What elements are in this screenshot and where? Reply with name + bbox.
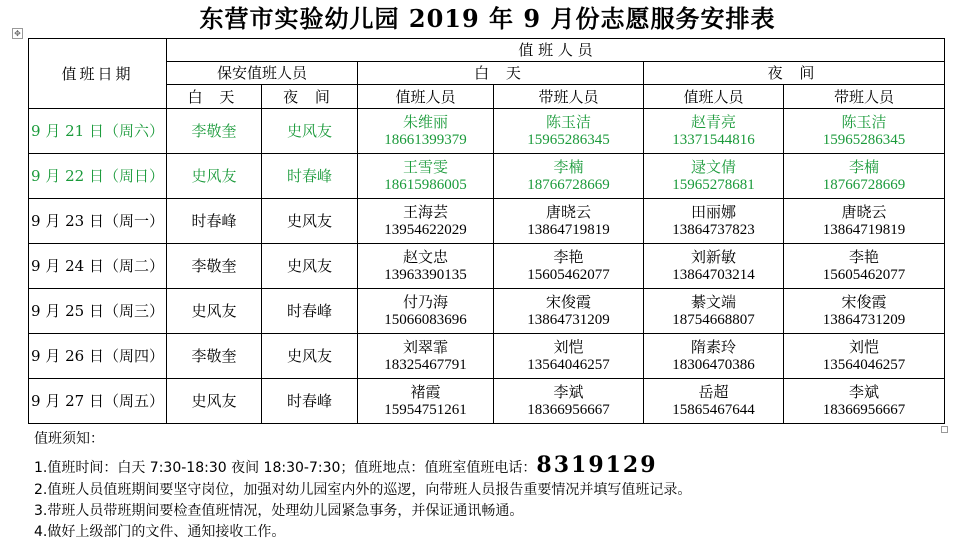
person-phone: 13864731209 [822,312,906,328]
table-row [29,154,945,199]
row-security-day: 时春峰 [167,199,262,244]
person-name: 綦文端 [690,293,736,311]
row-date: 9 月 22 日（周日） [29,154,167,199]
person-phone: 13564046257 [822,357,906,373]
header-security-group: 保安值班人员 [167,62,358,85]
row-day-duty [358,199,494,244]
header-security-night: 夜 间 [262,85,358,109]
person-name: 宋俊霞 [545,293,591,311]
row-date: 9 月 25 日（周三） [29,289,167,334]
note-line-4: 4.做好上级部门的文件、通知接收工作。 [34,524,286,540]
person-name: 李楠 [553,158,584,176]
row-day-class [494,199,644,244]
header-night-duty: 值班人员 [644,85,784,109]
row-night-class [784,289,945,334]
row-night-duty [644,199,784,244]
row-day-class [494,244,644,289]
row-security-day: 李敬奎 [167,109,262,154]
row-security-night: 时春峰 [262,289,358,334]
person-phone: 13371544816 [672,132,755,148]
header-night-class: 带班人员 [784,85,945,109]
row-day-class [494,154,644,199]
person-phone: 18766728669 [527,177,610,193]
person-name: 岳超 [698,383,729,401]
row-night-class [784,334,945,379]
table-row [29,109,945,154]
person-phone: 15954751261 [384,402,467,418]
header-day-group: 白 天 [358,62,644,85]
row-night-duty [644,289,784,334]
person-name: 陈玉洁 [841,113,887,131]
person-name: 褚霞 [410,383,441,401]
row-night-class [784,109,945,154]
person-name: 付乃海 [402,293,448,311]
person-name: 李艳 [849,248,880,266]
row-security-day: 史风友 [167,154,262,199]
row-day-class [494,289,644,334]
header-date: 值班日期 [29,39,167,109]
table-row [29,334,945,379]
row-security-night: 时春峰 [262,154,358,199]
person-phone: 15605462077 [527,267,610,283]
row-security-night: 史风友 [262,334,358,379]
person-phone: 15865467644 [672,402,755,418]
person-name: 唐晓云 [841,203,887,221]
row-day-duty [358,154,494,199]
person-phone: 18366956667 [822,402,906,418]
person-phone: 18754668807 [672,312,755,328]
header-security-day: 白 天 [167,85,262,109]
person-name: 赵青亮 [690,113,736,131]
person-phone: 18306470386 [672,357,755,373]
row-night-duty [644,334,784,379]
person-name: 唐晓云 [545,203,591,221]
row-day-class [494,379,644,424]
person-name: 刘恺 [553,338,584,356]
row-security-day: 史风友 [167,379,262,424]
row-night-class [784,199,945,244]
person-phone: 15965286345 [527,132,610,148]
person-phone: 18766728669 [822,177,906,193]
person-phone: 13864737823 [672,222,755,238]
row-security-day: 李敬奎 [167,334,262,379]
table-row [29,199,945,244]
person-name: 王海芸 [402,203,448,221]
person-name: 李艳 [553,248,584,266]
notes-heading: 值班须知： [34,431,104,447]
person-phone: 18325467791 [384,357,467,373]
row-night-class [784,379,945,424]
row-night-duty [644,109,784,154]
row-night-class [784,154,945,199]
person-phone: 13864719819 [822,222,906,238]
note-line-1-text: 1.值班时间：白天 7:30-18:30 夜间 18:30-7:30；值班地点：值班室值班电话： [34,460,537,476]
person-name: 李斌 [849,383,880,401]
person-name: 宋俊霞 [841,293,887,311]
header-day-class: 带班人员 [494,85,644,109]
person-phone: 18661399379 [384,132,467,148]
person-name: 朱维丽 [402,113,448,131]
person-phone: 18366956667 [527,402,610,418]
person-name: 赵文忠 [402,248,448,266]
person-phone: 13864703214 [672,267,755,283]
table-row [29,379,945,424]
row-day-duty [358,334,494,379]
person-phone: 13864719819 [527,222,610,238]
person-phone: 13564046257 [527,357,610,373]
row-date: 9 月 27 日（周五） [29,379,167,424]
person-phone: 15965286345 [822,132,906,148]
note-line-1 [34,450,691,480]
row-security-day: 史风友 [167,289,262,334]
table-row [29,244,945,289]
table-resize-handle-icon[interactable] [941,426,948,433]
person-phone: 15066083696 [384,312,467,328]
person-name: 刘新敏 [690,248,736,266]
row-day-duty [358,379,494,424]
table-row [29,289,945,334]
person-name: 刘恺 [849,338,880,356]
row-date: 9 月 21 日（周六） [29,109,167,154]
person-name: 逯文倩 [690,158,736,176]
row-day-class [494,109,644,154]
person-name: 王雪雯 [402,158,448,176]
row-date: 9 月 26 日（周四） [29,334,167,379]
person-phone: 13954622029 [384,222,467,238]
header-row-2 [29,62,945,85]
person-phone: 13963390135 [384,267,467,283]
person-phone: 13864731209 [527,312,610,328]
person-name: 田丽娜 [690,203,736,221]
note-line-2: 2.值班人员值班期间要坚守岗位，加强对幼儿园室内外的巡逻，向带班人员报告重要情况并填写值班记录。 [34,482,692,498]
header-staff-group: 值 班 人 员 [167,39,945,62]
header-row-3 [29,85,945,109]
header-day-duty: 值班人员 [358,85,494,109]
header-night-group: 夜 间 [644,62,945,85]
person-name: 李楠 [849,158,880,176]
notes-section [34,428,691,543]
note-line-3: 3.带班人员带班期间要检查值班情况，处理幼儿园紧急事务，并保证通讯畅通。 [34,503,524,519]
row-security-night: 史风友 [262,199,358,244]
row-security-night: 史风友 [262,244,358,289]
row-night-duty [644,379,784,424]
row-night-duty [644,244,784,289]
row-security-night: 时春峰 [262,379,358,424]
row-date: 9 月 23 日（周一） [29,199,167,244]
person-name: 陈玉洁 [545,113,591,131]
person-name: 李斌 [553,383,584,401]
person-name: 刘翠霏 [402,338,448,356]
row-security-day: 李敬奎 [167,244,262,289]
person-phone: 15605462077 [822,267,906,283]
duty-phone-number: 8319129 [536,452,658,478]
header-row-1 [29,39,945,62]
row-day-class [494,334,644,379]
document-title: 东营市实验幼儿园 2019 年 9 月份志愿服务安排表 [199,4,776,33]
row-security-night: 史风友 [262,109,358,154]
duty-roster-table [28,38,945,424]
row-day-duty [358,244,494,289]
person-name: 隋素玲 [690,338,736,356]
row-night-class [784,244,945,289]
person-phone: 15965278681 [672,177,755,193]
row-day-duty [358,289,494,334]
row-day-duty [358,109,494,154]
person-phone: 18615986005 [384,177,467,193]
table-move-handle-icon[interactable]: ✥ [12,28,23,39]
row-date: 9 月 24 日（周二） [29,244,167,289]
row-night-duty [644,154,784,199]
